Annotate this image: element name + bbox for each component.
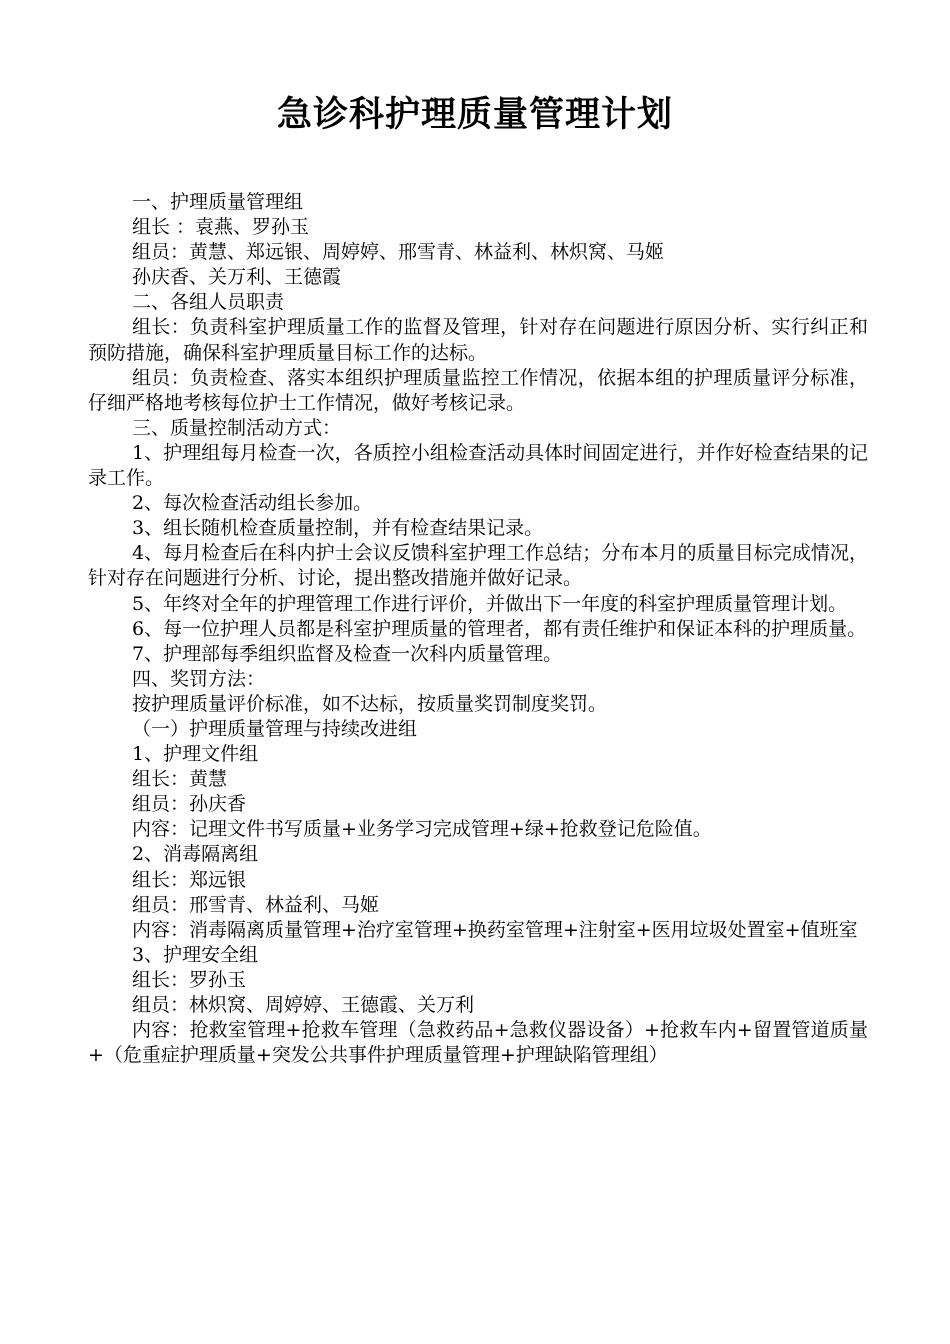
paragraph-rewards-penalties: 按护理质量评价标准，如不达标，按质量奖罚制度奖罚。: [132, 692, 608, 715]
list-item-activity-5: 5、年终对全年的护理管理工作进行评价，并做出下一年度的科室护理质量管理计划。: [132, 592, 848, 615]
heading-control-activities: 三、质量控制活动方式：: [132, 416, 342, 439]
heading-documents-group: 1、护理文件组: [132, 743, 259, 766]
paragraph-documents-members: 组员：孙庆香: [132, 793, 247, 816]
heading-improvement-group: （一）护理质量管理与持续改进组: [132, 717, 418, 740]
heading-disinfection-group: 2、消毒隔离组: [132, 843, 259, 866]
paragraph-documents-leader: 组长：黄慧: [132, 768, 228, 791]
list-item-activity-7: 7、护理部每季组织监督及检查一次科内质量管理。: [132, 642, 563, 665]
list-item-activity-1: 1、护理组每月检查一次，各质控小组检查活动具体时间固定进行，并作好检查结果的记录工作。: [88, 441, 868, 490]
heading-rewards-penalties: 四、奖罚方法：: [132, 667, 266, 690]
paragraph-member-duties: 组员：负责检查、落实本组织护理质量监控工作情况，依据本组的护理质量评分标准，仔细严格地考核每位护士工作情况，做好考核记录。: [88, 366, 868, 414]
paragraph-disinfection-members: 组员：邢雪青、林益利、马姬: [132, 893, 380, 916]
document-body: [88, 190, 868, 1068]
paragraph-group-members-continued: 孙庆香、关万利、王德霞: [132, 266, 342, 289]
list-item-activity-2: 2、每次检查活动组长参加。: [132, 492, 373, 515]
paragraph-group-leaders: 组长 ：袁燕、罗孙玉: [132, 216, 310, 239]
paragraph-leader-duties: 组长：负责科室护理质量工作的监督及管理，针对存在问题进行原因分析、实行纠正和预防措施，确保科室护理质量目标工作的达标。: [88, 316, 868, 364]
list-item-activity-6: 6、每一位护理人员都是科室护理质量的管理者，都有责任维护和保证本科的护理质量。: [132, 617, 867, 640]
paragraph-safety-members: 组员：林炽窝、周婷婷、王德霞、关万利: [132, 994, 475, 1016]
paragraph-group-members: 组员：黄慧、郑远银、周婷婷、邢雪青、林益利、林炽窝、马姬: [132, 241, 665, 264]
paragraph-disinfection-leader: 组长：郑远银: [132, 868, 247, 891]
heading-duties: 二、各组人员职责: [132, 291, 285, 314]
list-item-activity-3: 3、组长随机检查质量控制，并有检查结果记录。: [132, 517, 544, 540]
heading-safety-group: 3、护理安全组: [132, 943, 259, 966]
paragraph-disinfection-content: 内容：消毒隔离质量管理+治疗室管理+换药室管理+注射室+医用垃圾处置室+值班室: [132, 918, 858, 941]
list-item-activity-4: 4、每月检查后在科内护士会议反馈科室护理工作总结；分布本月的质量目标完成情况，针对存在问题进行分析、讨论，提出整改措施并做好记录。: [88, 542, 868, 590]
paragraph-safety-leader: 组长：罗孙玉: [132, 968, 247, 991]
paragraph-documents-content: 内容：记理文件书写质量+业务学习完成管理+绿+抢救登记危险值。: [132, 818, 712, 841]
paragraph-safety-content: 内容：抢救室管理+抢救车管理（急救药品+急救仪器设备）+抢救车内+留置管道质量+（危重症护理质量+突发公共事件护理质量管理+护理缺陷管理组）: [88, 1019, 868, 1067]
heading-quality-group: 一、护理质量管理组: [132, 191, 304, 213]
document-title: 急诊科护理质量管理计划: [276, 95, 673, 135]
